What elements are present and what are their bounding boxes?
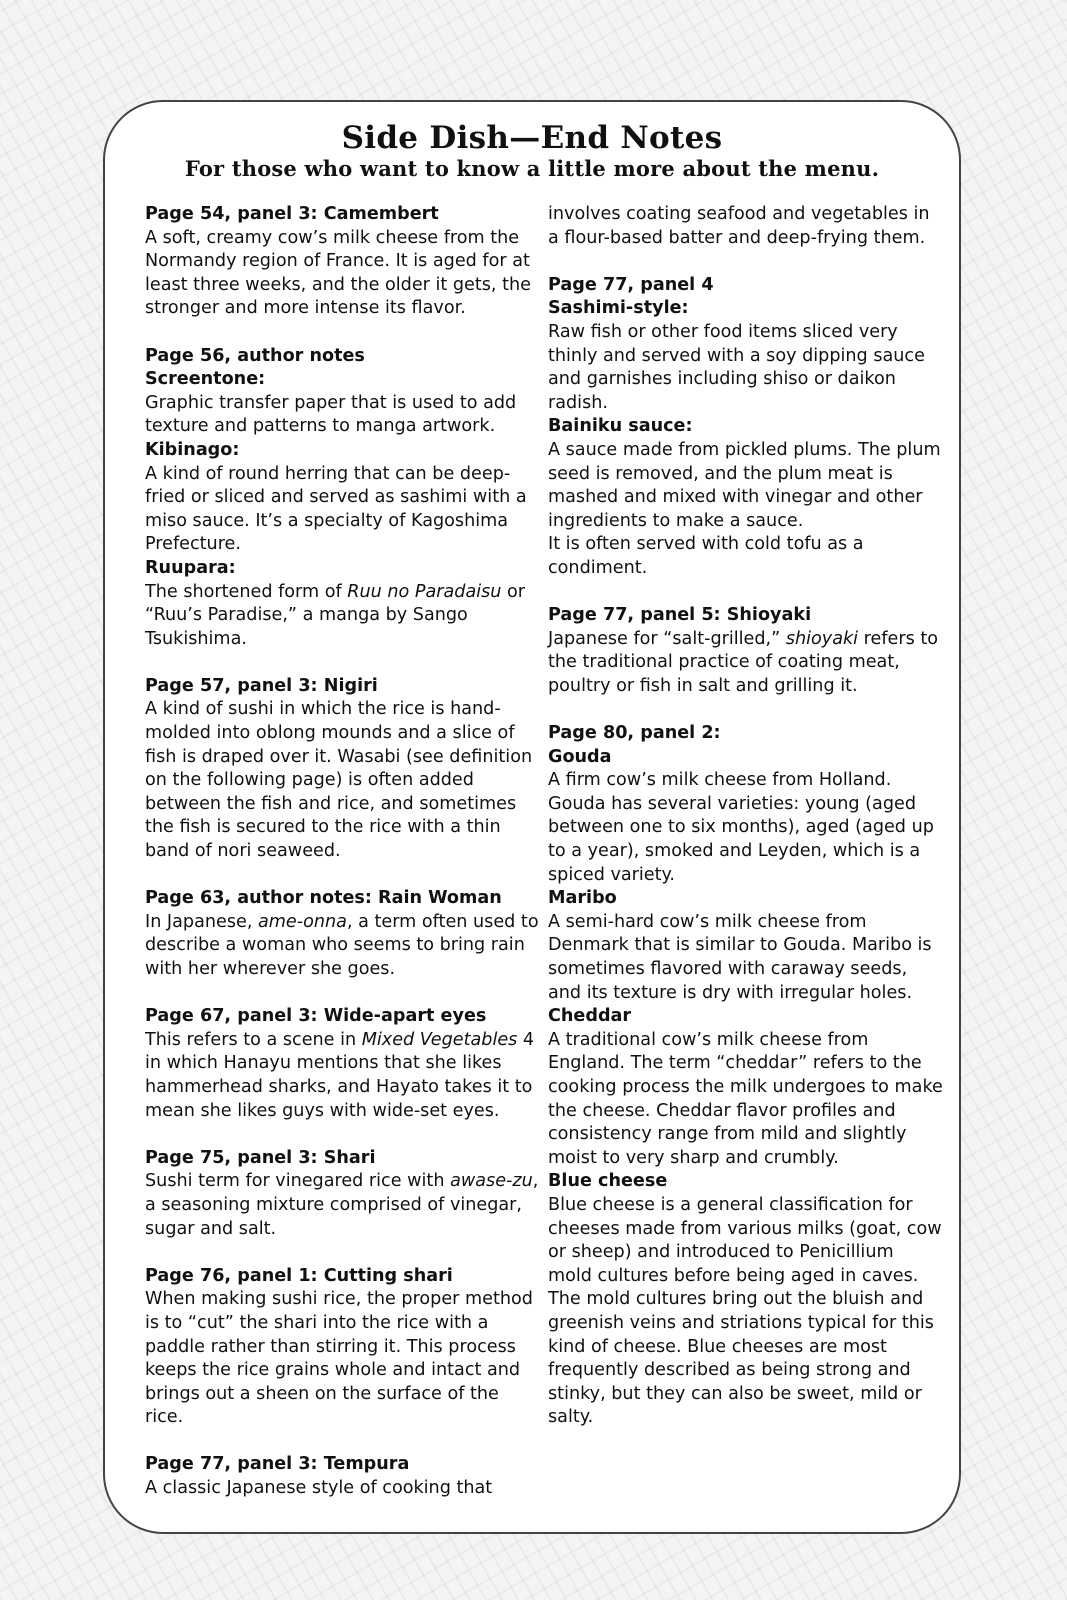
- text-run: or “Ruu’s Paradise,” a manga by Sango Tsukishima.: [145, 581, 526, 649]
- note-tempura: [145, 1453, 540, 1500]
- text-run: This refers to a scene in: [145, 1029, 362, 1050]
- italic-term: ame-onna: [258, 911, 347, 932]
- note-rain-woman: [145, 887, 540, 981]
- note-page-77-panel-4: [548, 274, 943, 581]
- note-text: [145, 1029, 540, 1123]
- note-text: A kind of sushi in which the rice is hand-molded into oblong mounds and a slice of fish is draped over it. Wasabi (see definition on the following page) is often added between the fish and rice, and sometimes the fish is secured to the rice with a thin band of nori seaweed.: [145, 699, 533, 862]
- note-heading: Page 77, panel 3: Tempura: [145, 1454, 410, 1475]
- term-text: A traditional cow’s milk cheese from England. The term “cheddar” refers to the cooking process the milk undergoes to make the cheese. Cheddar flavor profiles and consistency range from mild and slightly moist to very sharp and crumbly.: [548, 1029, 943, 1168]
- italic-term: awase-zu: [450, 1171, 533, 1192]
- note-shari: [145, 1147, 540, 1241]
- end-notes-panel: [103, 100, 961, 1534]
- note-heading: Page 67, panel 3: Wide-apart eyes: [145, 1006, 487, 1027]
- note-text: A soft, creamy cow’s milk cheese from the Normandy region of France. It is aged for at least three weeks, and the older it gets, the stronger and more intense its flavor.: [145, 227, 531, 319]
- note-text: [548, 628, 943, 699]
- italic-title: Ruu no Paradaisu: [347, 581, 502, 602]
- note-cutting-shari: [145, 1265, 540, 1430]
- italic-title: Mixed Vegetables: [361, 1029, 518, 1050]
- italic-term: shioyaki: [785, 628, 859, 649]
- term-heading: Sashimi-style:: [548, 298, 689, 319]
- note-text: [145, 911, 540, 982]
- term-text: A firm cow’s milk cheese from Holland. Gouda has several varieties: young (aged between one to six months), aged (aged up to a year), smoked and Leyden, which is a spiced variety.: [548, 770, 934, 885]
- text-run: refers to the traditional practice of coating meat, poultry or fish in salt and grilling it.: [548, 628, 939, 696]
- page-title: Side Dish—End Notes: [341, 120, 723, 156]
- note-heading: Page 54, panel 3: Camembert: [145, 204, 439, 224]
- text-run: Sushi term for vinegared rice with: [145, 1171, 451, 1192]
- note-wide-apart-eyes: [145, 1005, 540, 1123]
- note-text: A classic Japanese style of cooking that: [145, 1478, 493, 1499]
- note-heading: Page 80, panel 2:: [548, 723, 721, 744]
- note-heading: Page 63, author notes: Rain Woman: [145, 888, 502, 909]
- left-column: [145, 203, 540, 1524]
- note-heading: Page 77, panel 4: [548, 274, 714, 295]
- term-heading: Blue cheese: [548, 1171, 668, 1192]
- term-heading: Cheddar: [548, 1006, 632, 1027]
- text-run: Japanese for “salt-grilled,”: [548, 628, 786, 649]
- text-run: 4 in which Hanayu mentions that she likes hammerhead sharks, and Hayato takes it to mean she likes guys with wide-set eyes.: [145, 1029, 535, 1121]
- term-text: Graphic transfer paper that is used to add texture and patterns to manga artwork.: [145, 392, 517, 437]
- note-heading: Page 56, author notes: [145, 345, 365, 366]
- term-text: A kind of round herring that can be deep-fried or sliced and served as sashimi with a miso sauce. It’s a specialty of Kagoshima Prefecture.: [145, 463, 527, 555]
- term-heading: Screentone:: [145, 369, 266, 390]
- note-heading: Page 75, panel 3: Shari: [145, 1147, 376, 1168]
- note-text: When making sushi rice, the proper method is to “cut” the shari into the rice with a paddle rather than stirring it. This process keeps the rice grains whole and intact and brings out a sheen on the surface of the rice.: [145, 1289, 533, 1428]
- term-heading: Ruupara:: [145, 557, 236, 578]
- term-text: [145, 581, 540, 652]
- text-run: , a seasoning mixture comprised of vinegar, sugar and salt.: [145, 1171, 539, 1239]
- note-camembert: [145, 203, 540, 321]
- note-heading: Page 77, panel 5: Shioyaki: [548, 605, 812, 626]
- page-header: [105, 120, 959, 182]
- text-run: , a term often used to describe a woman who seems to bring rain with her wherever she goes.: [145, 911, 539, 979]
- term-heading: Gouda: [548, 746, 612, 767]
- right-column: [548, 203, 943, 1453]
- note-nigiri: [145, 675, 540, 864]
- term-heading: Kibinago:: [145, 439, 240, 460]
- term-text: A semi-hard cow’s milk cheese from Denmark that is similar to Gouda. Maribo is sometimes flavored with caraway seeds, and its texture is dry with irregular holes.: [548, 911, 932, 1003]
- note-heading: Page 57, panel 3: Nigiri: [145, 675, 378, 696]
- note-text: involves coating seafood and vegetables in a flour-based batter and deep-frying them.: [548, 204, 930, 248]
- note-heading: Page 76, panel 1: Cutting shari: [145, 1265, 453, 1286]
- text-run: The shortened form of: [145, 581, 348, 602]
- term-text: A sauce made from pickled plums. The plum seed is removed, and the plum meat is mashed and mixed with vinegar and other ingredients to make a sauce.: [548, 439, 941, 531]
- note-text: [145, 1170, 540, 1241]
- term-heading: Bainiku sauce:: [548, 416, 693, 437]
- note-tempura-continued: [548, 203, 943, 250]
- note-shioyaki: [548, 604, 943, 698]
- term-text: Raw fish or other food items sliced very thinly and served with a soy dipping sauce and garnishes including shiso or daikon radish.: [548, 321, 925, 413]
- note-page-56: [145, 345, 540, 652]
- note-page-80-cheeses: [548, 722, 943, 1430]
- term-text: It is often served with cold tofu as a condiment.: [548, 534, 864, 578]
- page-subtitle: For those who want to know a little more about the menu.: [184, 156, 880, 181]
- text-run: In Japanese,: [145, 911, 259, 932]
- term-text: Blue cheese is a general classification for cheeses made from various milks (goat, cow or sheep) and introduced to Penicillium mold cultures before being aged in caves. The mold cultures bring out the bluish and greenish veins and striations typical for this kind of cheese. Blue cheeses are most frequently described as being strong and stinky, but they can also be sweet, mild or salty.: [548, 1194, 942, 1428]
- term-heading: Maribo: [548, 888, 617, 909]
